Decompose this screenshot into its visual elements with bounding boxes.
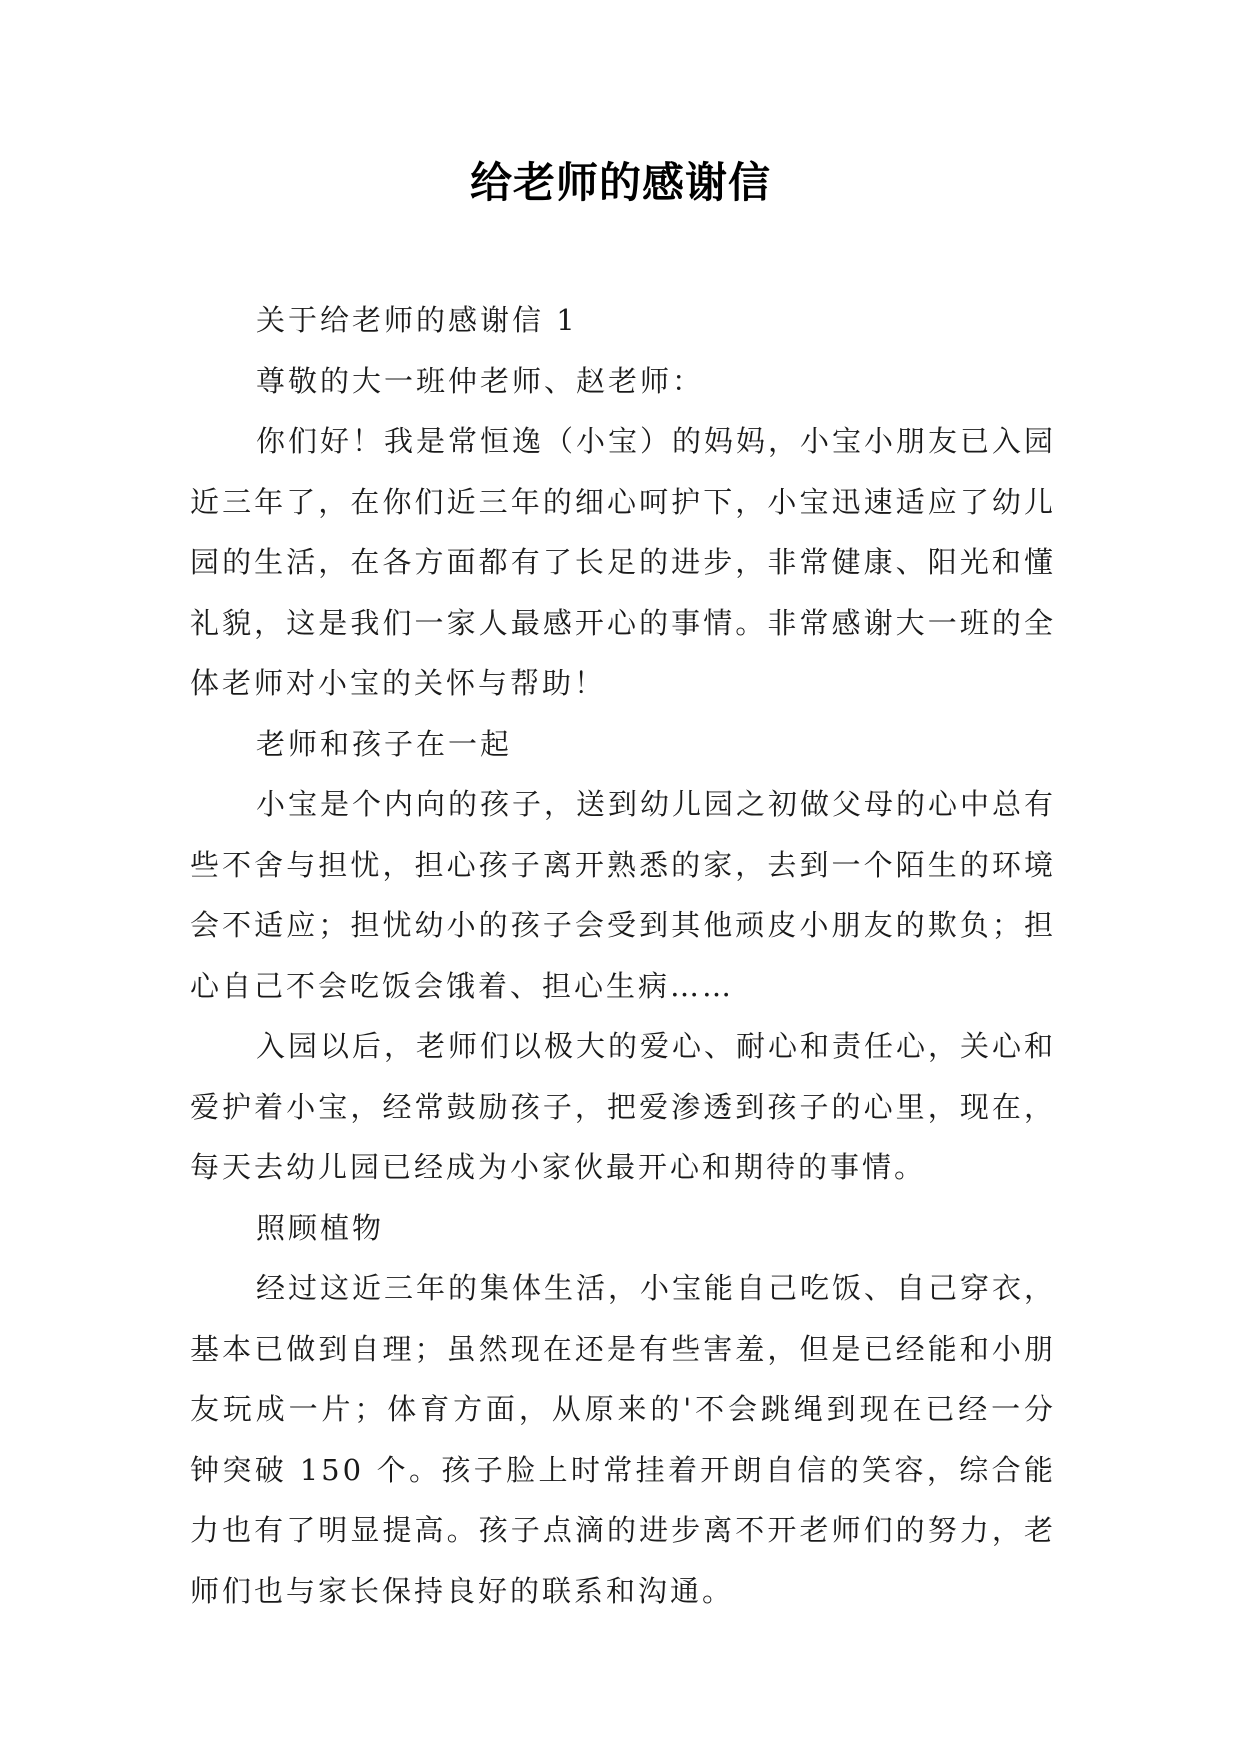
document-body [190, 290, 1056, 1621]
heading-letter-1: 关于给老师的感谢信 1 [256, 303, 578, 337]
paragraph-after-enrollment: 入园以后，老师们以极大的爱心、耐心和责任心，关心和爱护着小宝，经常鼓励孩子，把爱渗透到孩子的心里，现在，每天去幼儿园已经成为小家伙最开心和期待的事情。 [190, 1029, 1057, 1184]
paragraph-greeting: 你们好！我是常恒逸（小宝）的妈妈，小宝小朋友已入园近三年了，在你们近三年的细心呵护下，小宝迅速适应了幼儿园的生活，在各方面都有了长足的进步，非常健康、阳光和懂礼貌，这是我们一家人最感开心的事情。非常感谢大一班的全体老师对小宝的关怀与帮助！ [190, 424, 1057, 700]
paragraph-progress: 经过这近三年的集体生活，小宝能自己吃饭、自己穿衣，基本已做到自理；虽然现在还是有些害羞，但是已经能和小朋友玩成一片；体育方面，从原来的'不会跳绳到现在已经一分钟突破 150 个。孩子脸上时常挂着开朗自信的笑容，综合能力也有了明显提高。孩子点滴的进步离不开老师们的努力，老师们也与家长保持良好的联系和沟通。 [190, 1271, 1057, 1608]
paragraph-worries: 小宝是个内向的孩子，送到幼儿园之初做父母的心中总有些不舍与担忧，担心孩子离开熟悉的家，去到一个陌生的环境会不适应；担忧幼小的孩子会受到其他顽皮小朋友的欺负；担心自己不会吃饭会饿着、担心生病…… [190, 787, 1057, 1003]
salutation: 尊敬的大一班仲老师、赵老师： [256, 363, 705, 398]
subheading-caring-for-plants: 照顾植物 [256, 1210, 385, 1245]
subheading-teacher-and-child: 老师和孩子在一起 [256, 726, 513, 761]
document-title: 给老师的感谢信 [469, 158, 771, 207]
